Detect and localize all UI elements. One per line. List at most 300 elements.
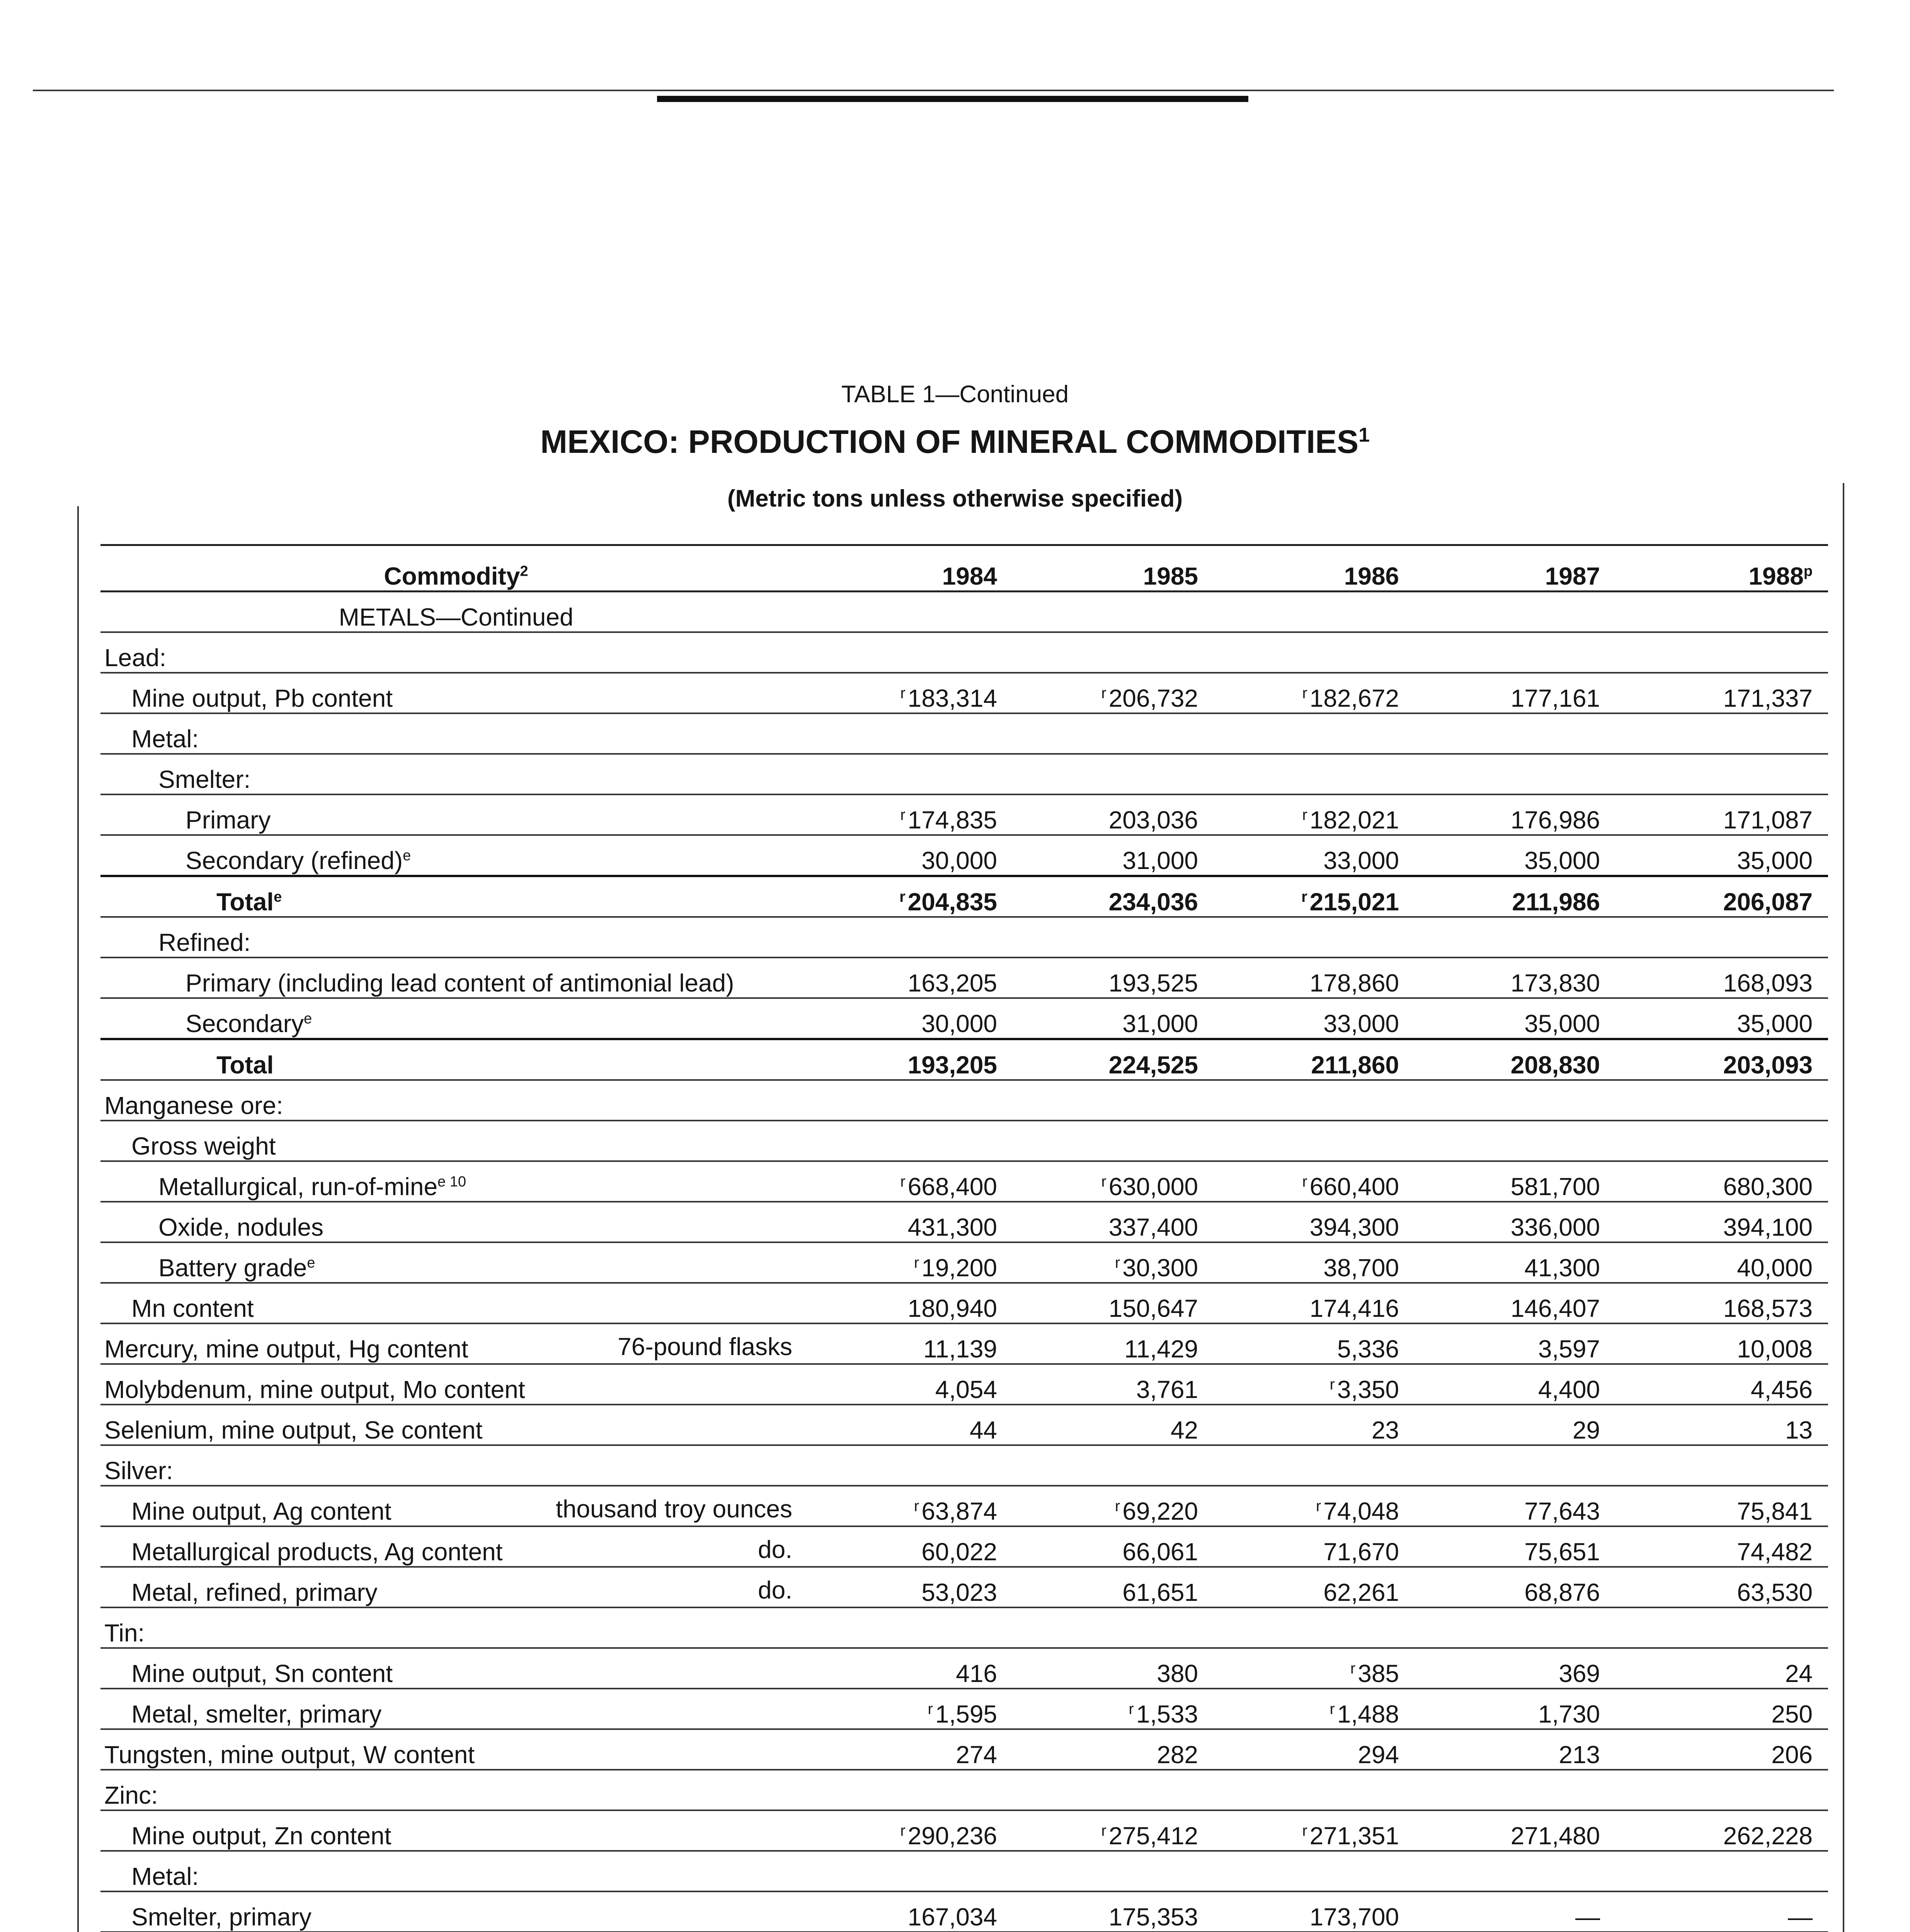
value-cell-1984: [812, 876, 1013, 917]
value-cell-1985: [1013, 1405, 1214, 1445]
value-cell-1987: [1415, 1364, 1615, 1405]
value: 74,048: [1323, 1497, 1399, 1525]
value-cell-1986: [1214, 713, 1415, 754]
value-cell-1987: [1415, 1242, 1615, 1283]
value: 174,416: [1309, 1294, 1399, 1322]
value: 11,139: [923, 1335, 997, 1363]
value: 224,525: [1108, 1051, 1198, 1079]
value-cell-1985: [1013, 957, 1214, 998]
commodity-name: Primary: [186, 806, 271, 834]
value-cell-1986: [1214, 1161, 1415, 1202]
value-cell-1988: [1615, 794, 1828, 835]
value: 173,830: [1510, 969, 1600, 997]
value-cell-1984: [812, 632, 1013, 673]
value-cell-1984: [812, 1607, 1013, 1648]
revised-mark: r: [1302, 806, 1307, 823]
value: 394,300: [1309, 1213, 1399, 1241]
table-row: [100, 754, 1828, 794]
value: 668,400: [907, 1173, 997, 1201]
commodity-cell: [100, 1080, 812, 1121]
commodity-name: Refined:: [158, 929, 251, 956]
value: 62,261: [1323, 1578, 1399, 1606]
value-cell-1985: [1013, 1810, 1214, 1851]
value-cell-1988: [1615, 1242, 1828, 1283]
value-cell-1988: [1615, 1810, 1828, 1851]
commodity-name: Silver:: [104, 1457, 173, 1485]
value-cell-1986: [1214, 1283, 1415, 1323]
col-header-1985: 1985: [1013, 545, 1214, 592]
commodity-cell: [100, 673, 812, 713]
commodity-name: Metallurgical, run-of-mine: [158, 1173, 438, 1201]
value-cell-1987: [1415, 1161, 1615, 1202]
value-cell-1984: [812, 1405, 1013, 1445]
value-cell-1988: [1615, 998, 1828, 1039]
commodity-name: Smelter, primary: [131, 1903, 312, 1931]
left-margin-line: [77, 506, 79, 1932]
value-cell-1986: [1214, 794, 1415, 835]
table-row: [100, 1526, 1828, 1567]
value: 30,000: [921, 847, 997, 874]
value: 4,400: [1538, 1376, 1600, 1403]
value: 3,350: [1337, 1376, 1399, 1403]
table-row: [100, 1405, 1828, 1445]
table-row: [100, 1648, 1828, 1689]
value-cell-1984: [812, 1202, 1013, 1242]
value: 69,220: [1122, 1497, 1198, 1525]
commodity-name: Gross weight: [131, 1132, 276, 1160]
value: 262,228: [1723, 1822, 1813, 1850]
table-row: [100, 1202, 1828, 1242]
value-cell-1984: [812, 1445, 1013, 1486]
value-cell-1984: [812, 1039, 1013, 1080]
title-footnote-mark: 1: [1358, 424, 1370, 446]
table-body: [100, 592, 1828, 1932]
value: —: [1788, 1903, 1813, 1931]
value-cell-1988: [1615, 632, 1828, 673]
commodity-cell: [100, 1729, 812, 1770]
value-cell-1984: [812, 1810, 1013, 1851]
value: 53,023: [921, 1578, 997, 1606]
value-cell-1984: [812, 1080, 1013, 1121]
value: 173,700: [1309, 1903, 1399, 1931]
value: 211,860: [1311, 1051, 1399, 1079]
revised-mark: r: [1330, 1376, 1335, 1393]
value-cell-1988: [1615, 673, 1828, 713]
value: 60,022: [921, 1538, 997, 1566]
value-cell-1984: [812, 713, 1013, 754]
value: 30,300: [1122, 1254, 1198, 1282]
value-cell-1985: [1013, 876, 1214, 917]
value: 74,482: [1737, 1538, 1813, 1566]
value-cell-1988: [1615, 1607, 1828, 1648]
value: 19,200: [921, 1254, 997, 1282]
value-cell-1988: [1615, 1039, 1828, 1080]
value-cell-1984: [812, 1526, 1013, 1567]
value-cell-1986: [1214, 1526, 1415, 1567]
footnote-mark: e: [274, 889, 282, 905]
value: 3,597: [1538, 1335, 1600, 1363]
table-row: [100, 1161, 1828, 1202]
value-cell-1987: [1415, 592, 1615, 633]
value-cell-1987: [1415, 1405, 1615, 1445]
table-row: [100, 1770, 1828, 1810]
commodity-cell: [100, 1770, 812, 1810]
revised-mark: r: [1302, 1822, 1307, 1839]
commodity-name: Mn content: [131, 1294, 254, 1322]
footnote-mark: e: [307, 1255, 315, 1271]
table-row: [100, 957, 1828, 998]
value: 75,841: [1737, 1497, 1813, 1525]
value-cell-1987: [1415, 1810, 1615, 1851]
commodity-cell: [100, 1405, 812, 1445]
value-cell-1985: [1013, 1891, 1214, 1932]
value: 177,161: [1510, 684, 1600, 712]
value-cell-1986: [1214, 632, 1415, 673]
value-cell-1986: [1214, 917, 1415, 957]
value: 204,835: [907, 888, 997, 916]
value-cell-1987: [1415, 1323, 1615, 1364]
value-cell-1988: [1615, 1202, 1828, 1242]
value-cell-1986: [1214, 1202, 1415, 1242]
value-cell-1985: [1013, 1607, 1214, 1648]
value: 206,732: [1108, 684, 1198, 712]
value: 234,036: [1108, 888, 1198, 916]
footnote-mark: e 10: [437, 1173, 466, 1190]
revised-mark: r: [899, 888, 906, 905]
commodity-cell: [100, 1891, 812, 1932]
value: 213: [1559, 1741, 1600, 1769]
commodity-cell: [100, 1689, 812, 1729]
value-cell-1986: [1214, 754, 1415, 794]
commodity-name: Metal, smelter, primary: [131, 1700, 382, 1728]
table-row: [100, 998, 1828, 1039]
value-cell-1988: [1615, 1283, 1828, 1323]
table-row: [100, 917, 1828, 957]
value: 1,730: [1538, 1700, 1600, 1728]
value-cell-1984: [812, 592, 1013, 633]
commodity-name: Smelter:: [158, 765, 251, 793]
value: 35,000: [1524, 847, 1600, 874]
value: 5,336: [1337, 1335, 1399, 1363]
table-row: [100, 1486, 1828, 1526]
value-cell-1984: [812, 1689, 1013, 1729]
table-row: [100, 1851, 1828, 1891]
value-cell-1988: [1615, 876, 1828, 917]
value-cell-1984: [812, 673, 1013, 713]
value-cell-1988: [1615, 1405, 1828, 1445]
value-cell-1984: [812, 1891, 1013, 1932]
value-cell-1984: [812, 1648, 1013, 1689]
value-cell-1988: [1615, 1851, 1828, 1891]
table-row: [100, 1689, 1828, 1729]
value-cell-1988: [1615, 957, 1828, 998]
value-cell-1988: [1615, 1729, 1828, 1770]
footnote-mark: e: [303, 1010, 312, 1027]
table-row: [100, 1891, 1828, 1932]
value-cell-1987: [1415, 1202, 1615, 1242]
value-cell-1985: [1013, 1121, 1214, 1161]
table-number: TABLE 1—Continued: [841, 381, 1069, 408]
value-cell-1987: [1415, 1080, 1615, 1121]
value-cell-1985: [1013, 1039, 1214, 1080]
revised-mark: r: [900, 806, 906, 823]
value-cell-1986: [1214, 1242, 1415, 1283]
value-cell-1988: [1615, 1323, 1828, 1364]
value-cell-1984: [812, 998, 1013, 1039]
value-cell-1986: [1214, 1607, 1415, 1648]
commodity-name: Mercury, mine output, Hg content: [104, 1335, 468, 1363]
commodity-cell: [100, 1810, 812, 1851]
value-cell-1985: [1013, 1770, 1214, 1810]
value: 193,205: [907, 1051, 997, 1079]
value-cell-1984: [812, 1161, 1013, 1202]
value: 33,000: [1323, 1010, 1399, 1037]
value-cell-1985: [1013, 1445, 1214, 1486]
commodity-cell: [100, 998, 812, 1039]
unit-label: do.: [758, 1536, 792, 1563]
commodity-cell: [100, 1039, 812, 1080]
value-cell-1987: [1415, 1039, 1615, 1080]
commodity-name: Total: [216, 888, 274, 916]
value-cell-1985: [1013, 673, 1214, 713]
value-cell-1985: [1013, 835, 1214, 876]
value-cell-1987: [1415, 673, 1615, 713]
value-cell-1986: [1214, 1486, 1415, 1526]
value-cell-1986: [1214, 1810, 1415, 1851]
col-header-1988: 1988$^p$: [1615, 545, 1828, 592]
value-cell-1988: [1615, 1689, 1828, 1729]
value-cell-1985: [1013, 1486, 1214, 1526]
commodity-cell: [100, 632, 812, 673]
value: 167,034: [907, 1903, 997, 1931]
value-cell-1988: [1615, 1567, 1828, 1607]
value-cell-1984: [812, 957, 1013, 998]
value-cell-1984: [812, 1567, 1013, 1607]
value: 61,651: [1122, 1578, 1198, 1606]
value-cell-1984: [812, 835, 1013, 876]
commodity-cell: [100, 1445, 812, 1486]
table-row: [100, 1445, 1828, 1486]
value: 180,940: [907, 1294, 997, 1322]
commodity-name: Tin:: [104, 1619, 145, 1647]
value-cell-1986: [1214, 1770, 1415, 1810]
revised-mark: r: [1301, 888, 1307, 905]
commodity-cell: [100, 835, 812, 876]
revised-mark: r: [1350, 1660, 1356, 1677]
table-row: [100, 1607, 1828, 1648]
value-cell-1984: [812, 1364, 1013, 1405]
value: 4,456: [1750, 1376, 1813, 1403]
value: 271,480: [1510, 1822, 1600, 1850]
value-cell-1984: [812, 794, 1013, 835]
value-cell-1987: [1415, 1648, 1615, 1689]
value-cell-1985: [1013, 917, 1214, 957]
commodity-cell: [100, 1161, 812, 1202]
value: 203,036: [1108, 806, 1198, 834]
value-cell-1987: [1415, 835, 1615, 876]
value-cell-1987: [1415, 957, 1615, 998]
value-cell-1987: [1415, 1607, 1615, 1648]
value-cell-1988: [1615, 1121, 1828, 1161]
value-cell-1986: [1214, 835, 1415, 876]
commodity-name: Mine output, Sn content: [131, 1660, 393, 1687]
table-row: [100, 1080, 1828, 1121]
value-cell-1988: [1615, 1648, 1828, 1689]
commodity-name: Tungsten, mine output, W content: [104, 1741, 475, 1769]
value-cell-1987: [1415, 1891, 1615, 1932]
commodity-name: Secondary (refined): [186, 847, 403, 874]
value: 40,000: [1737, 1254, 1813, 1282]
table-row: [100, 1729, 1828, 1770]
revised-mark: r: [1115, 1254, 1120, 1271]
value-cell-1985: [1013, 1729, 1214, 1770]
value-cell-1986: [1214, 1445, 1415, 1486]
value-cell-1987: [1415, 1486, 1615, 1526]
value-cell-1986: [1214, 1323, 1415, 1364]
value: 68,876: [1524, 1578, 1600, 1606]
revised-mark: r: [1316, 1497, 1321, 1515]
value: 275,412: [1108, 1822, 1198, 1850]
commodity-cell: [100, 713, 812, 754]
value: 71,670: [1323, 1538, 1399, 1566]
value-cell-1984: [812, 1486, 1013, 1526]
value-cell-1986: [1214, 592, 1415, 633]
table-row: [100, 1364, 1828, 1405]
commodity-cell: [100, 1526, 812, 1567]
revised-mark: r: [1129, 1700, 1134, 1718]
value: 4,054: [935, 1376, 997, 1403]
commodity-name: Selenium, mine output, Se content: [104, 1416, 483, 1444]
value: 1,488: [1337, 1700, 1399, 1728]
commodity-cell: [100, 1121, 812, 1161]
value: 274: [956, 1741, 997, 1769]
value-cell-1986: [1214, 876, 1415, 917]
value: 35,000: [1737, 847, 1813, 874]
revised-mark: r: [1101, 1173, 1107, 1190]
value-cell-1988: [1615, 754, 1828, 794]
commodity-name: Lead:: [104, 644, 167, 672]
table-row: [100, 794, 1828, 835]
table-title: [0, 423, 1910, 461]
value-cell-1984: [812, 1242, 1013, 1283]
value-cell-1988: [1615, 592, 1828, 633]
value-cell-1986: [1214, 1364, 1415, 1405]
value-cell-1986: [1214, 1405, 1415, 1445]
value: 215,021: [1309, 888, 1399, 916]
value-cell-1985: [1013, 1648, 1214, 1689]
value: 66,061: [1122, 1538, 1198, 1566]
value-cell-1986: [1214, 1567, 1415, 1607]
commodity-name: Total: [216, 1051, 274, 1079]
value: 163,205: [907, 969, 997, 997]
commodity-cell: [100, 754, 812, 794]
revised-mark: r: [1302, 1173, 1307, 1190]
value-cell-1984: [812, 1851, 1013, 1891]
value-cell-1988: [1615, 1080, 1828, 1121]
value: 174,835: [907, 806, 997, 834]
commodity-name: Mine output, Ag content: [131, 1497, 392, 1525]
value: 42: [1170, 1416, 1198, 1444]
table-row: [100, 632, 1828, 673]
value-cell-1984: [812, 1323, 1013, 1364]
value: 193,525: [1108, 969, 1198, 997]
header-row: [100, 545, 1828, 592]
value-cell-1987: [1415, 1526, 1615, 1567]
table-title-text: MEXICO: PRODUCTION OF MINERAL COMMODITIES: [540, 423, 1359, 460]
section-row: [100, 592, 1828, 633]
commodity-name: Battery grade: [158, 1254, 307, 1282]
value-cell-1985: [1013, 632, 1214, 673]
col-header-commodity: Commodity$^2$: [100, 545, 812, 592]
value-cell-1986: [1214, 1689, 1415, 1729]
value-cell-1985: [1013, 1283, 1214, 1323]
value: 31,000: [1122, 1010, 1198, 1037]
commodity-name: Molybdenum, mine output, Mo content: [104, 1376, 525, 1403]
value: 168,573: [1723, 1294, 1813, 1322]
commodity-name: Metal:: [131, 1862, 199, 1890]
value-cell-1985: [1013, 1567, 1214, 1607]
table-row: [100, 673, 1828, 713]
value: 211,986: [1512, 888, 1600, 916]
commodity-name: Metal:: [131, 725, 199, 753]
table-row: [100, 1323, 1828, 1364]
revised-mark: r: [1302, 684, 1307, 702]
value: 1,595: [935, 1700, 997, 1728]
value-cell-1985: [1013, 1364, 1214, 1405]
value-cell-1985: [1013, 1242, 1214, 1283]
table-row: [100, 835, 1828, 876]
unit-label: 76-pound flasks: [618, 1333, 792, 1361]
value: 44: [969, 1416, 997, 1444]
commodity-name: Primary (including lead content of antimonial lead): [186, 969, 734, 997]
commodity-cell: [100, 794, 812, 835]
value: 77,643: [1524, 1497, 1600, 1525]
table-row: [100, 713, 1828, 754]
commodity-cell: [100, 917, 812, 957]
value: 10,008: [1737, 1335, 1813, 1363]
commodity-name: Secondary: [186, 1010, 304, 1037]
value-cell-1985: [1013, 713, 1214, 754]
unit-label: do.: [758, 1576, 792, 1604]
commodity-cell: [100, 876, 812, 917]
value-cell-1988: [1615, 1770, 1828, 1810]
value-cell-1987: [1415, 632, 1615, 673]
value: 203,093: [1723, 1051, 1813, 1079]
value: 11,429: [1124, 1335, 1198, 1363]
value: 1,533: [1136, 1700, 1198, 1728]
value: 206: [1771, 1741, 1813, 1769]
revised-mark: r: [928, 1700, 933, 1718]
value: 35,000: [1737, 1010, 1813, 1037]
value: —: [1575, 1903, 1600, 1931]
value-cell-1986: [1214, 1121, 1415, 1161]
header-rule: [33, 90, 1834, 91]
commodity-cell: [100, 1486, 812, 1526]
revised-mark: r: [1115, 1497, 1120, 1515]
value: 282: [1157, 1741, 1198, 1769]
table-row: [100, 1567, 1828, 1607]
value: 168,093: [1723, 969, 1813, 997]
commodity-cell: [100, 1648, 812, 1689]
table-row: [100, 1242, 1828, 1283]
value: 13: [1785, 1416, 1813, 1444]
value: 431,300: [907, 1213, 997, 1241]
commodity-cell: [100, 1323, 812, 1364]
commodity-name: Manganese ore:: [104, 1092, 283, 1119]
col-header-1984: 1984: [812, 545, 1013, 592]
value: 75,651: [1524, 1538, 1600, 1566]
value-cell-1985: [1013, 998, 1214, 1039]
